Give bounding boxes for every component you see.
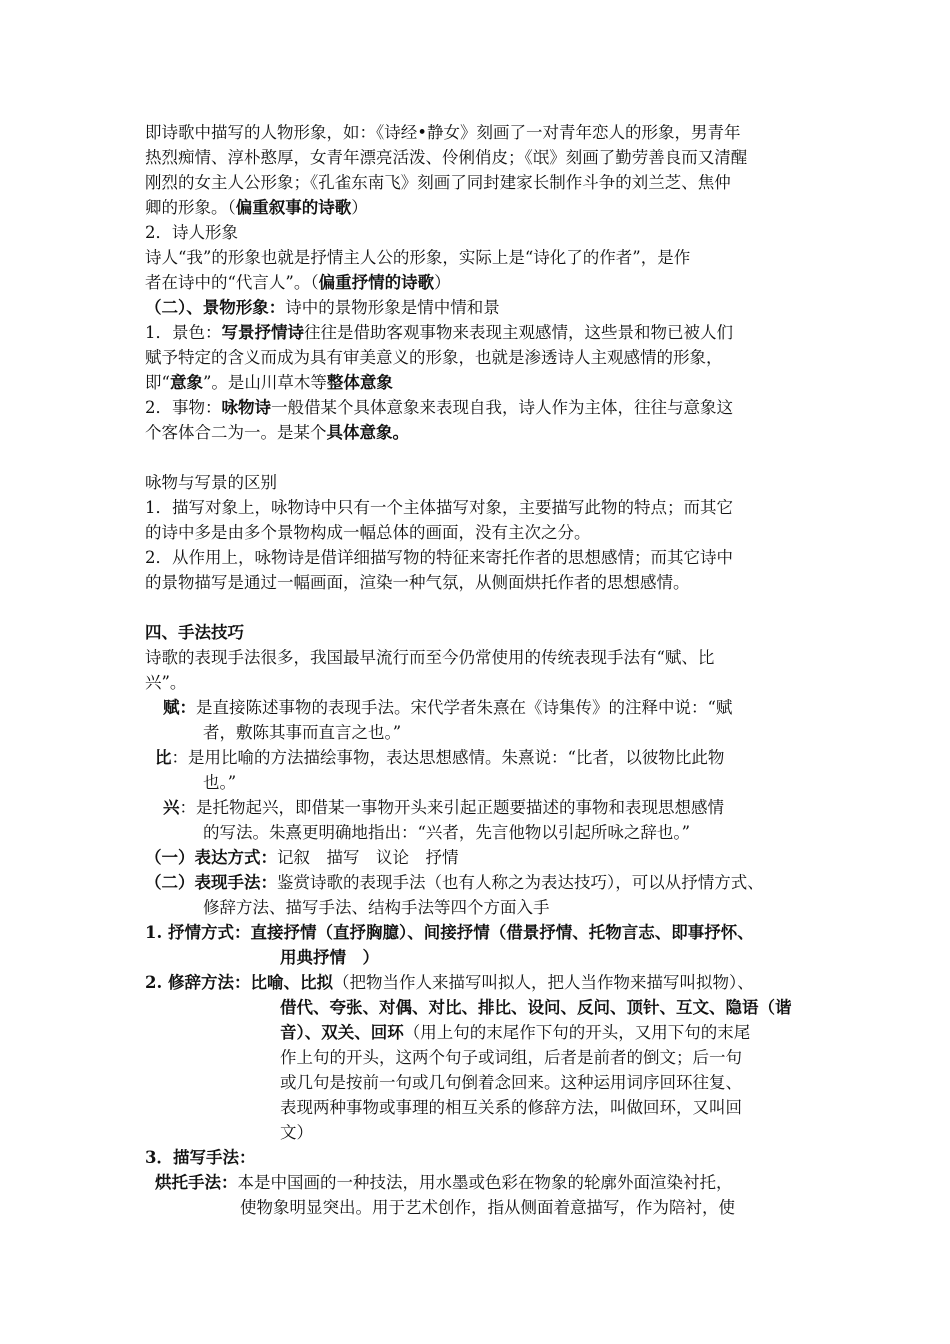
text-line: 文） [280, 1123, 313, 1142]
blank-line [145, 595, 810, 620]
text-run: （把物当作人来描写叫拟人，把人当作物来描写叫拟物）、 [332, 973, 754, 992]
text-run: （用上句的末尾作下句的开头，又用下句的末尾 [403, 1023, 751, 1042]
text-line: 借代、夸张、对偶、对比、排比、设问、反问、顶针、互文、隐语（谐 [280, 998, 792, 1017]
text-line [145, 370, 810, 395]
blank-line [145, 445, 810, 470]
bold-term: 音）、双关、回环 [280, 1023, 404, 1042]
term-bi: 比 [155, 748, 172, 767]
text-run: 个客体合二为一。是某个 [145, 423, 327, 442]
bold-term: 写景抒情诗 [221, 323, 304, 342]
text-run: ”。是山川草木等 [202, 373, 327, 392]
bold-note: 偏重叙事的诗歌 [235, 198, 352, 217]
text-line: 诗歌的表现手法很多，我国最早流行而至今仍常使用的传统表现手法有“赋、比 [145, 648, 715, 667]
text-run: 是直接陈述事物的表现手法。宋代学者朱熹在《诗集传》的注释中说：“赋 [196, 698, 733, 717]
text-run: 诗中的景物形象是情中情和景 [285, 298, 500, 317]
section-heading: 2．诗人形象 [145, 223, 238, 242]
text-run: ：是用比喻的方法描绘事物，表达思想感情。朱熹说：“比者，以彼物比此物 [171, 748, 725, 767]
heading-label: 烘托手法： [155, 1173, 238, 1192]
bold-term: 具体意象。 [326, 423, 409, 442]
bold-note: 偏重抒情的诗歌 [318, 273, 435, 292]
heading-label: （二）表现手法： [145, 873, 277, 892]
text-run: 即“ [145, 373, 170, 392]
heading-label: 2. 修辞方法：比喻、比拟 [145, 973, 333, 992]
text-line [145, 1170, 810, 1195]
text-line: 1. 抒情方式：直接抒情（直抒胸臆）、间接抒情（借景抒情、托物言志、即事抒怀、 [145, 923, 754, 942]
text-run: 一般借某个具体意象来表现自我，诗人作为主体，往往与意象这 [271, 398, 733, 417]
text-line [145, 845, 810, 870]
text-run: 者在诗中的“代言人”。（ [145, 273, 319, 292]
text-line: 表现两种事物或事理的相互关系的修辞方法，叫做回环，又叫回 [280, 1098, 742, 1117]
text-line: 赋予特定的含义而成为具有审美意义的形象，也就是渗透诗人主观感情的形象， [145, 348, 723, 367]
section-heading: 四、手法技巧 [145, 623, 244, 642]
text-line: 兴”。 [145, 673, 187, 692]
text-run: 记叙 描写 议论 抒情 [277, 848, 459, 867]
heading-label: （二）、景物形象： [145, 298, 286, 317]
section-heading [145, 295, 810, 320]
term-fu: 赋： [163, 698, 196, 717]
text-run: ） [351, 198, 368, 217]
text-line: 使物象明显突出。用于艺术创作，指从侧面着意描写，作为陪衬，使 [240, 1198, 735, 1217]
definition-xing [145, 795, 810, 820]
text-line: 2．从作用上，咏物诗是借详细描写物的特征来寄托作者的思想感情；而其它诗中 [145, 548, 733, 567]
text-run: 鉴赏诗歌的表现手法（也有人称之为表达技巧），可以从抒情方式、 [277, 873, 764, 892]
text-run: 卿的形象。（ [145, 198, 236, 217]
text-line: 修辞方法、描写手法、结构手法等四个方面入手 [203, 898, 550, 917]
text-run: 往往是借助客观事物来表现主观感情，这些景和物已被人们 [304, 323, 733, 342]
text-line: 者，敷陈其事而直言之也。” [203, 723, 402, 742]
text-run: 1．景色： [145, 323, 222, 342]
text-run: ：是托物起兴，即借某一事物开头来引起正题要描述的事物和表现思想感情 [179, 798, 724, 817]
text-line [145, 195, 810, 220]
text-line [145, 320, 810, 345]
section-heading: 咏物与写景的区别 [145, 473, 277, 492]
text-line: 1．描写对象上，咏物诗中只有一个主体描写对象，主要描写此物的特点；而其它 [145, 498, 733, 517]
text-line [145, 420, 810, 445]
text-line [145, 395, 810, 420]
definition-bi [145, 745, 810, 770]
bold-term: 意象 [169, 373, 203, 392]
text-line [145, 1020, 810, 1045]
text-line: 刚烈的女主人公形象；《孔雀东南飞》刻画了同封建家长制作斗争的刘兰芝、焦仲 [145, 173, 731, 192]
section-heading: 3．描写手法： [145, 1148, 256, 1167]
bold-term: 咏物诗 [221, 398, 271, 417]
bold-term: 整体意象 [326, 373, 393, 392]
text-line: 的景物描写是通过一幅画面，渲染一种气氛，从侧面烘托作者的思想感情。 [145, 573, 690, 592]
text-line: 热烈痴情、淳朴憨厚，女青年漂亮活泼、伶俐俏皮；《氓》刻画了勤劳善良而又清醒 [145, 148, 748, 167]
text-line: 也。” [203, 773, 237, 792]
text-run: ） [434, 273, 451, 292]
text-line: 即诗歌中描写的人物形象，如：《诗经•静女》刻画了一对青年恋人的形象，男青年 [145, 123, 741, 142]
heading-label: （一）表达方式： [145, 848, 277, 867]
text-line: 或几句是按前一句或几句倒着念回来。这种运用词序回环往复、 [280, 1073, 742, 1092]
text-line [145, 970, 810, 995]
term-xing: 兴 [163, 798, 180, 817]
text-line: 的诗中多是由多个景物构成一幅总体的画面，没有主次之分。 [145, 523, 591, 542]
text-run: 本是中国画的一种技法，用水墨或色彩在物象的轮廓外面渲染衬托， [237, 1173, 733, 1192]
text-line: 作上句的开头，这两个句子或词组，后者是前者的倒文；后一句 [280, 1048, 742, 1067]
definition-fu [145, 695, 810, 720]
text-line: 诗人“我”的形象也就是抒情主人公的形象，实际上是“诗化了的作者”，是作 [145, 248, 691, 267]
text-line: 的写法。朱熹更明确地指出：“兴者，先言他物以引起所咏之辞也。” [203, 823, 691, 842]
text-line: 用典抒情 ） [280, 948, 379, 967]
text-run: 2．事物： [145, 398, 222, 417]
text-line [145, 870, 810, 895]
text-line [145, 270, 810, 295]
document-body [145, 120, 810, 1220]
